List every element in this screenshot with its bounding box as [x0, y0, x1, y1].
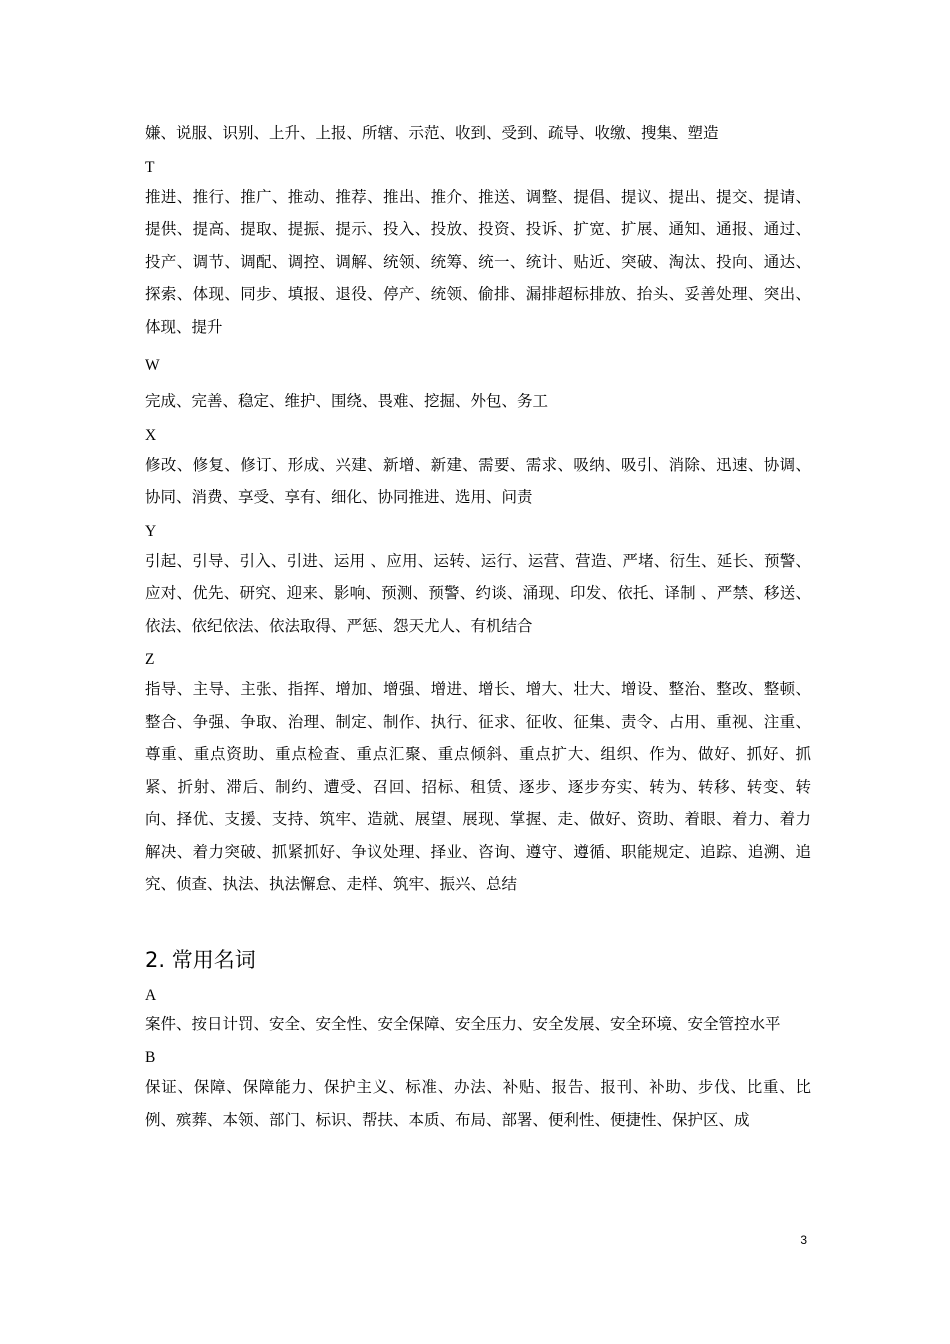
letter-heading-z: Z	[145, 651, 155, 668]
page-content	[145, 117, 811, 1136]
section-heading-nouns: 2. 常用名词	[145, 947, 256, 972]
verbs-w-list: 完成、完善、稳定、维护、围绕、畏难、挖掘、外包、务工	[145, 392, 549, 410]
verbs-x-list: 修改、修复、修订、形成、兴建、新增、新建、需要、需求、吸纳、吸引、消除、迅速、协调、协同、消费、享受、享有、细化、协同推进、选用、问责	[145, 455, 811, 506]
page-number: 3	[800, 1233, 807, 1247]
letter-heading-t: T	[145, 158, 155, 176]
letter-heading-y: Y	[145, 522, 157, 540]
nouns-b-list: 保证、保障、保障能力、保护主义、标准、办法、补贴、报告、报刊、补助、步伐、比重、比例、殡葬、本领、部门、标识、帮扶、本质、布局、部署、便利性、便捷性、保护区、成	[145, 1078, 811, 1129]
verbs-s-continued: 嫌、说服、识别、上升、上报、所辖、示范、收到、受到、疏导、收缴、搜集、塑造	[145, 124, 719, 142]
nouns-a-list: 案件、按日计罚、安全、安全性、安全保障、安全压力、安全发展、安全环境、安全管控水平	[145, 1014, 781, 1033]
letter-heading-x: X	[145, 426, 157, 444]
letter-heading-w: W	[145, 357, 160, 374]
letter-heading-b: B	[145, 1049, 156, 1066]
letter-heading-a: A	[145, 986, 157, 1004]
verbs-y-list: 引起、引导、引入、引进、运用 、应用、运转、运行、运营、营造、严堵、衍生、延长、预警、应对、优先、研究、迎来、影响、预测、预警、约谈、涌现、印发、依托、译制 、严禁、移送、依法、依纪依法、依法取得、严惩、怨天尤人、有机结合	[145, 551, 811, 635]
verbs-z-list: 指导、主导、主张、指挥、增加、增强、增进、增长、增大、壮大、增设、整治、整改、整顿、整合、争强、争取、治理、制定、制作、执行、征求、征收、征集、责令、占用、重视、注重、尊重、重点资助、重点检查、重点汇聚、重点倾斜、重点扩大、组织、作为、做好、抓好、抓紧、折射、滞后、制约、遭受、召回、招标、租赁、逐步、逐步夯实、转为、转移、转变、转向、择优、支援、支持、筑牢、造就、展望、展现、掌握、走、做好、资助、着眼、着力、着力解决、着力突破、抓紧抓好、争议处理、择业、咨询、遵守、遵循、职能规定、追踪、追溯、追究、侦查、执法、执法懈怠、走样、筑牢、振兴、总结	[145, 680, 811, 893]
verbs-t-list: 推进、推行、推广、推动、推荐、推出、推介、推送、调整、提倡、提议、提出、提交、提请、提供、提高、提取、提振、提示、投入、投放、投资、投诉、扩宽、扩展、通知、通报、通过、投产、调节、调配、调控、调解、统领、统筹、统一、统计、贴近、突破、淘汰、投向、通达、探索、体现、同步、填报、退役、停产、统领、偷排、漏排超标排放、抬头、妥善处理、突出、体现、提升	[145, 187, 811, 336]
